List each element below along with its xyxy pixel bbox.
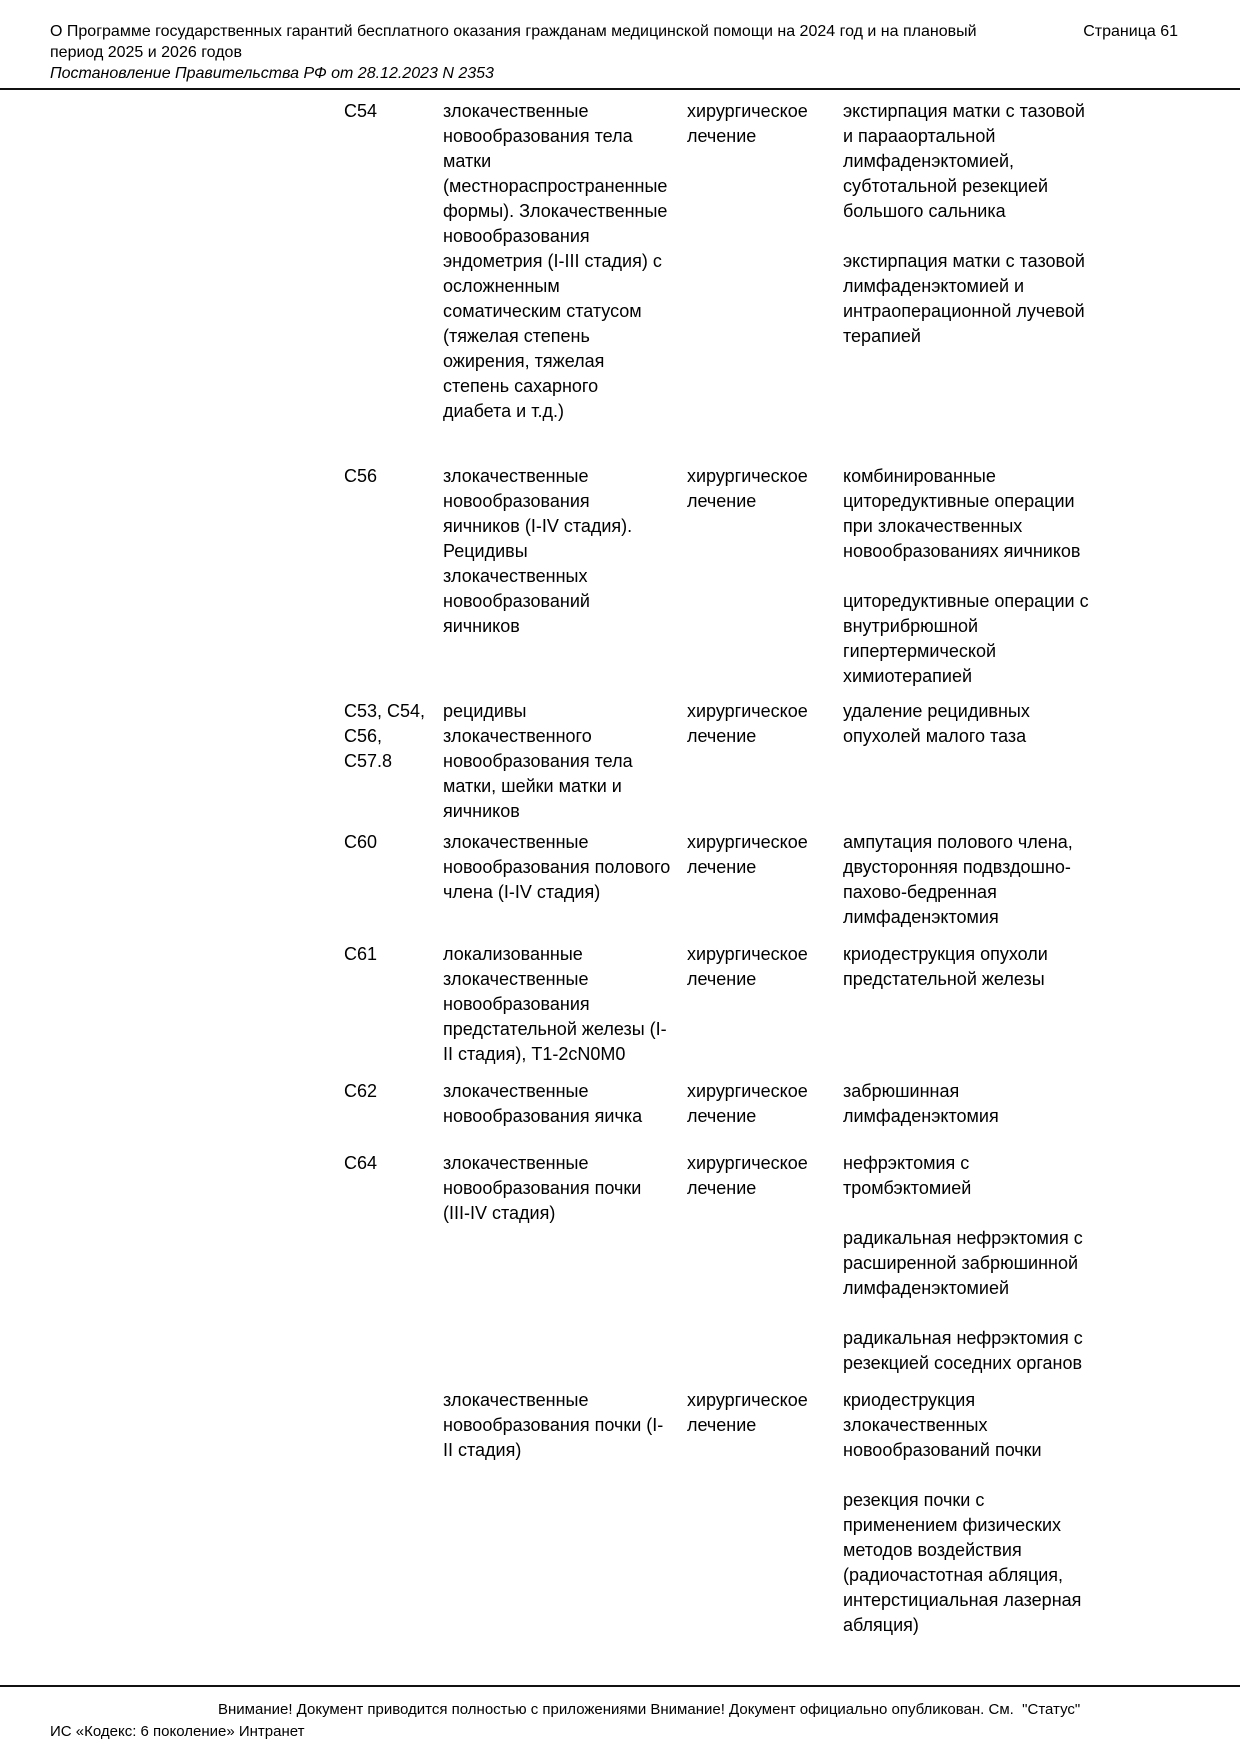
procedure-text: экстирпация матки с тазовой лимфаденэктомией и интраоперационной лучевой терапией (843, 251, 1085, 346)
procedures-cell (843, 1151, 1095, 1376)
table-row (344, 1151, 1240, 1376)
medical-care-table (344, 99, 1240, 1638)
procedure-text: радикальная нефрэктомия с резекцией соседних органов (843, 1328, 1083, 1373)
document-subtitle: Постановление Правительства РФ от 28.12.2023 N 2353 (50, 65, 494, 82)
treatment-cell: хирургическое лечение (687, 101, 808, 146)
table-row (344, 464, 1240, 689)
procedure-text: экстирпация матки с тазовой и парааортальной лимфаденэктомией, субтотальной резекцией большого сальника (843, 101, 1085, 221)
icd-code-cell: C62 (344, 1081, 378, 1101)
footer-notice: Внимание! Документ приводится полностью с приложениями Внимание! Документ официально опубликован. См. "Статус" (218, 1701, 1081, 1718)
diagnosis-cell: локализованные злокачественные новообразования предстательной железы (I-II стадия), T1-2cN0M0 (443, 944, 667, 1064)
procedure-text: удаление рецидивных опухолей малого таза (843, 701, 1030, 746)
page-number: Страница 61 (1083, 23, 1178, 40)
icd-code-cell: C61 (344, 944, 378, 964)
document-header (0, 0, 1240, 84)
procedure-text: криодеструкция злокачественных новообразований почки (843, 1390, 1042, 1460)
diagnosis-cell: злокачественные новообразования яичников (I-IV стадия). Рецидивы злокачественных новообразований яичников (443, 466, 633, 636)
diagnosis-cell: злокачественные новообразования полового члена (I-IV стадия) (443, 832, 671, 902)
procedures-cell (843, 464, 1095, 689)
icd-code-cell: C53, C54, C56, C57.8 (344, 701, 426, 771)
procedures-cell (843, 699, 1095, 824)
procedure-text: радикальная нефрэктомия с расширенной забрюшинной лимфаденэктомией (843, 1228, 1083, 1298)
table-row (344, 830, 1240, 930)
procedure-text: криодеструкция опухоли предстательной железы (843, 944, 1048, 989)
diagnosis-cell: злокачественные новообразования яичка (443, 1081, 643, 1126)
footer-divider (0, 1685, 1240, 1687)
treatment-cell: хирургическое лечение (687, 1153, 808, 1198)
procedures-cell (843, 1079, 1095, 1129)
document-footer (0, 1685, 1240, 1742)
treatment-cell: хирургическое лечение (687, 944, 808, 989)
table-row (344, 942, 1240, 1067)
treatment-cell: хирургическое лечение (687, 466, 808, 511)
diagnosis-cell: злокачественные новообразования почки (III-IV стадия) (443, 1153, 642, 1223)
procedure-text: комбинированные циторедуктивные операции при злокачественных новообразованиях яичников (843, 466, 1081, 561)
diagnosis-cell: злокачественные новообразования почки (I-II стадия) (443, 1390, 664, 1460)
procedure-text: циторедуктивные операции с внутрибрюшной гипертермической химиотерапией (843, 591, 1089, 686)
icd-code-cell: C64 (344, 1153, 378, 1173)
table-row (344, 1388, 1240, 1638)
procedures-cell (843, 99, 1095, 424)
footer-source: ИС «Кодекс: 6 поколение» Интранет (50, 1723, 305, 1740)
header-divider (0, 88, 1240, 90)
treatment-cell: хирургическое лечение (687, 1390, 808, 1435)
procedure-text: нефрэктомия с тромбэктомией (843, 1153, 972, 1198)
procedures-cell (843, 830, 1095, 930)
icd-code-cell: C54 (344, 101, 378, 121)
treatment-cell: хирургическое лечение (687, 1081, 808, 1126)
diagnosis-cell: злокачественные новообразования тела матки (местнораспространенные формы). Злокачественные новообразования эндометрия (I-III стадия) с осложненным соматическим статусом (тяжелая степень ожирения, тяжелая степень сахарного диабета и т.д.) (443, 101, 668, 421)
procedures-cell (843, 942, 1095, 1067)
procedure-text: ампутация полового члена, двусторонняя подвздошно-пахово-бедренная лимфаденэктомия (843, 832, 1073, 927)
table-row (344, 1079, 1240, 1129)
document-title: О Программе государственных гарантий бесплатного оказания гражданам медицинской помощи на 2024 год и на плановый период 2025 и 2026 годов (50, 23, 977, 61)
icd-code-cell: C56 (344, 466, 378, 486)
diagnosis-cell: рецидивы злокачественного новообразования тела матки, шейки матки и яичников (443, 701, 633, 821)
icd-code-cell (344, 1388, 443, 1638)
procedures-cell (843, 1388, 1095, 1638)
icd-code-cell: C60 (344, 832, 378, 852)
table-row (344, 699, 1240, 824)
procedure-text: резекция почки с применением физических методов воздействия (радиочастотная абляция, интерстициальная лазерная абляция) (843, 1490, 1082, 1635)
procedure-text: забрюшинная лимфаденэктомия (843, 1081, 999, 1126)
treatment-cell: хирургическое лечение (687, 832, 808, 877)
table-row (344, 99, 1240, 424)
treatment-cell: хирургическое лечение (687, 701, 808, 746)
